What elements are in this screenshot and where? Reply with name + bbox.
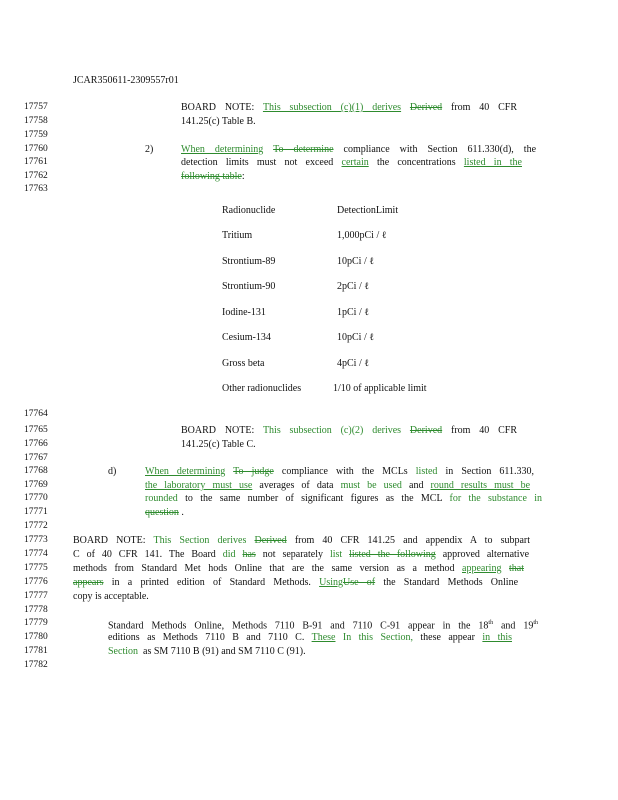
board-note-3-line5: copy is acceptable. bbox=[73, 591, 149, 602]
line-number: 17758 bbox=[24, 116, 48, 126]
inserted-text: for the substance in bbox=[449, 493, 542, 504]
board-note-label: BOARD NOTE: bbox=[181, 102, 255, 113]
text: and bbox=[409, 480, 424, 491]
line-number: 17773 bbox=[24, 535, 48, 545]
line-number: 17774 bbox=[24, 549, 48, 559]
table-cell-radionuclide: Gross beta bbox=[222, 358, 265, 369]
item-d-number: d) bbox=[108, 466, 117, 477]
superscript: th bbox=[488, 620, 494, 626]
text: editions as Methods 7110 B and 7110 C. bbox=[108, 632, 305, 643]
deleted-text: Derived bbox=[254, 535, 287, 546]
line-number: 17757 bbox=[24, 102, 48, 112]
inserted-text: This subsection (c)(1) derives bbox=[262, 102, 402, 113]
table-cell-detection-limit: 10pCi / ℓ bbox=[337, 256, 375, 267]
board-note-2-line1 bbox=[181, 424, 517, 437]
board-note-3-line4 bbox=[73, 576, 518, 589]
table-cell-radionuclide: Strontium-90 bbox=[222, 281, 276, 292]
text: C of 40 CFR 141. The Board bbox=[73, 549, 216, 560]
line-number: 17776 bbox=[24, 577, 48, 587]
inserted-text: rounded bbox=[145, 493, 178, 504]
text: as SM 7110 B (91) and SM 7110 C (91). bbox=[143, 646, 306, 657]
text: the Standard Methods Online bbox=[383, 577, 518, 588]
line-number: 17764 bbox=[24, 409, 48, 419]
inserted-text: did bbox=[222, 549, 236, 560]
line-number: 17782 bbox=[24, 660, 48, 670]
inserted-text: appearing bbox=[462, 563, 502, 574]
board-note-3-line3 bbox=[73, 562, 524, 575]
deleted-text: In this Section, bbox=[342, 632, 413, 643]
text: compliance with the MCLs bbox=[281, 466, 408, 477]
item-2-line3 bbox=[181, 170, 245, 183]
document-id: JCAR350611-2309557r01 bbox=[73, 75, 179, 86]
line-number: 17761 bbox=[24, 157, 48, 167]
deleted-text: Use of bbox=[343, 577, 376, 588]
table-cell-radionuclide: Tritium bbox=[222, 230, 253, 241]
item-2-number: 2) bbox=[145, 144, 154, 155]
deleted-text: To determine bbox=[273, 144, 334, 155]
table-cell-radionuclide: Other radionuclides bbox=[222, 383, 302, 394]
item-2-line2 bbox=[181, 156, 522, 169]
item-d-line2 bbox=[145, 479, 530, 492]
inserted-text: When determining bbox=[181, 144, 264, 155]
inserted-text: When determining bbox=[145, 466, 226, 477]
board-note-1-line1 bbox=[181, 101, 517, 114]
inserted-text: Using bbox=[319, 577, 343, 588]
deleted-text: listed the following bbox=[349, 549, 436, 560]
deleted-text: To judge bbox=[233, 466, 274, 477]
table-cell-detection-limit: 2pCi / ℓ bbox=[337, 281, 370, 292]
line-number: 17759 bbox=[24, 130, 48, 140]
line-number: 17775 bbox=[24, 563, 48, 573]
text: Standard Methods Online, Methods 7110 B-91 and 7110 C-91 appear in the 18 bbox=[108, 620, 489, 632]
line-number: 17760 bbox=[24, 144, 48, 154]
text: approved alternative bbox=[442, 549, 529, 560]
board-note-3-line1 bbox=[73, 534, 530, 547]
inserted-text: listed in the bbox=[463, 157, 522, 168]
line-number: 17771 bbox=[24, 507, 48, 517]
inserted-text: These bbox=[311, 632, 336, 643]
inserted-text: in this bbox=[482, 632, 512, 643]
deleted-text: question bbox=[145, 507, 179, 518]
line-number: 17777 bbox=[24, 591, 48, 601]
inserted-text: round results must be bbox=[430, 480, 530, 491]
table-cell-detection-limit: 1/10 of applicable limit bbox=[333, 383, 427, 394]
table-cell-radionuclide: Cesium-134 bbox=[222, 332, 271, 343]
line-number: 17765 bbox=[24, 425, 48, 435]
line-number: 17763 bbox=[24, 184, 48, 194]
item-d-line1 bbox=[145, 465, 534, 478]
line-number: 17778 bbox=[24, 605, 48, 615]
inserted-text: This subsection (c)(2) derives bbox=[262, 425, 402, 436]
table-cell-detection-limit: 10pCi / ℓ bbox=[337, 332, 375, 343]
board-note-label: BOARD NOTE: bbox=[181, 425, 255, 436]
text: methods from Standard Met hods Online that are the same version as a method bbox=[73, 563, 455, 574]
table-header-radionuclide: Radionuclide bbox=[222, 205, 276, 216]
sm-para-line2 bbox=[108, 631, 512, 644]
board-note-1-line2: 141.25(c) Table B. bbox=[181, 116, 256, 127]
text: these appear bbox=[420, 632, 475, 643]
table-cell-radionuclide: Strontium-89 bbox=[222, 256, 276, 267]
text: in Section 611.330, bbox=[445, 466, 534, 477]
table-cell-detection-limit: 1pCi / ℓ bbox=[337, 307, 370, 318]
board-note-3-line2 bbox=[73, 548, 529, 561]
text: in a printed edition of Standard Methods. bbox=[111, 577, 311, 588]
table-cell-detection-limit: 4pCi / ℓ bbox=[337, 358, 370, 369]
inserted-text: listed bbox=[415, 466, 438, 477]
line-number: 17780 bbox=[24, 632, 48, 642]
line-number: 17766 bbox=[24, 439, 48, 449]
line-number: 17781 bbox=[24, 646, 48, 656]
deleted-text: Derived bbox=[409, 425, 443, 436]
board-note-2-line2: 141.25(c) Table C. bbox=[181, 439, 256, 450]
text: and 19 bbox=[500, 620, 534, 632]
table-cell-detection-limit: 1,000pCi / ℓ bbox=[337, 230, 387, 241]
inserted-text: must be used bbox=[340, 480, 402, 491]
text: compliance with Section 611.330(d), the bbox=[343, 144, 536, 155]
deleted-text: has bbox=[242, 549, 256, 560]
text: from 40 CFR bbox=[450, 102, 517, 113]
deleted-text: appears bbox=[73, 577, 104, 588]
sm-para-line3 bbox=[108, 645, 306, 658]
table-header-detection-limit: DetectionLimit bbox=[337, 205, 399, 216]
line-number: 17768 bbox=[24, 466, 48, 476]
inserted-text: list bbox=[329, 549, 343, 560]
inserted-text: This Section derives bbox=[153, 535, 247, 546]
line-number: 17770 bbox=[24, 493, 48, 503]
item-d-line4: question . bbox=[145, 507, 184, 518]
inserted-text: certain bbox=[341, 157, 369, 168]
line-number: 17762 bbox=[24, 171, 48, 181]
text: averages of data bbox=[259, 480, 334, 491]
item-d-line3 bbox=[145, 492, 542, 505]
line-number: 17769 bbox=[24, 480, 48, 490]
text: : bbox=[241, 171, 245, 182]
text: the concentrations bbox=[376, 157, 456, 168]
line-number: 17772 bbox=[24, 521, 48, 531]
text: to the same number of significant figures as the MCL bbox=[185, 493, 443, 504]
text: detection limits must not exceed bbox=[181, 157, 334, 168]
inserted-text: Section bbox=[108, 646, 138, 657]
text: from 40 CFR 141.25 and appendix A to subpart bbox=[294, 535, 530, 546]
line-number: 17767 bbox=[24, 453, 48, 463]
deleted-text: Derived bbox=[409, 102, 443, 113]
deleted-text: following table bbox=[181, 171, 242, 182]
deleted-text: that bbox=[509, 563, 524, 574]
superscript: th bbox=[533, 620, 538, 626]
text: from 40 CFR bbox=[450, 425, 517, 436]
inserted-text: the laboratory must use bbox=[145, 480, 253, 491]
item-2-line1 bbox=[181, 143, 536, 156]
text: not separately bbox=[262, 549, 323, 560]
table-cell-radionuclide: Iodine-131 bbox=[222, 307, 266, 318]
board-note-label: BOARD NOTE: bbox=[73, 535, 146, 546]
line-number: 17779 bbox=[24, 618, 48, 628]
